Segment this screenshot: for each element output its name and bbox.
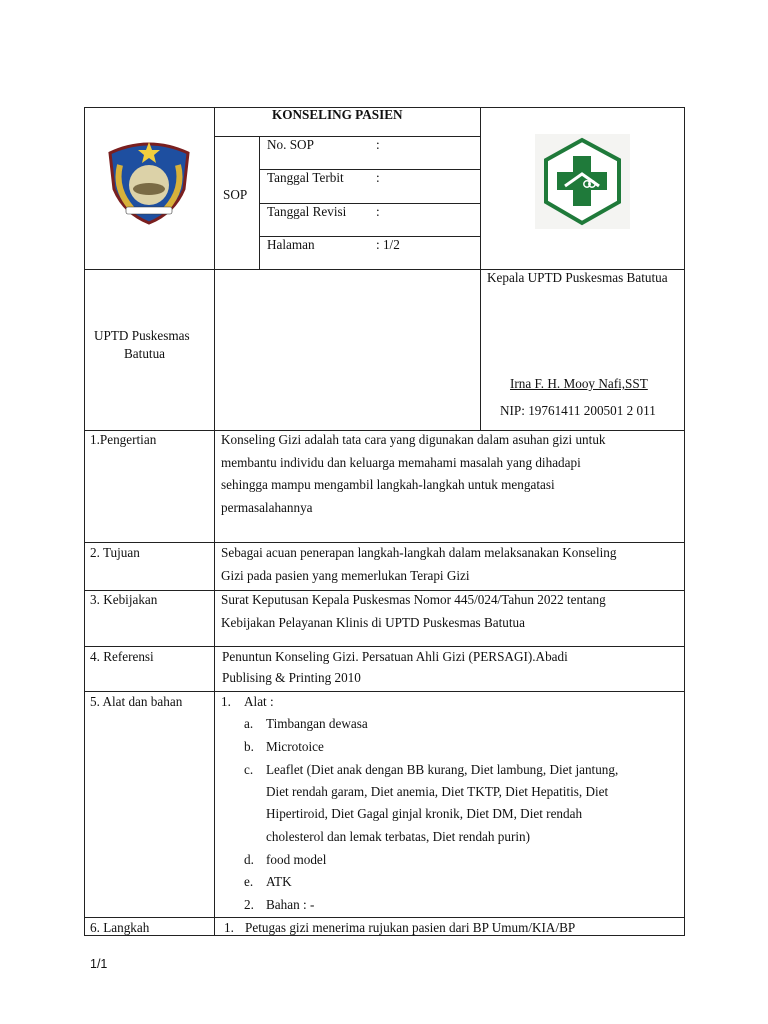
header-col-divider-1 [214,107,215,935]
section-label-langkah: 6. Langkah [90,920,150,935]
field-label-halaman: Halaman [267,237,315,252]
puskesmas-logo-icon [535,134,630,229]
page-title: KONSELING PASIEN [272,107,403,122]
signatory-name: Irna F. H. Mooy Nafi,SST [510,376,648,391]
page-number: 1/1 [90,957,108,971]
row-line-referensi [84,646,685,647]
section-label-referensi: 4. Referensi [90,649,154,664]
row-line-pengertian [84,430,685,431]
alat-sub-text: Diet rendah garam, Diet anemia, Diet TKTP, Diet Hepatitis, Diet [266,784,609,799]
langkah-item-text: Petugas gizi menerima rujukan pasien dari BP Umum/KIA/BP [245,920,576,935]
signatory-role: Kepala UPTD Puskesmas Batutua [487,270,668,285]
tujuan-line: Gizi pada pasien yang memerlukan Terapi Gizi [221,568,470,583]
referensi-line: Penuntun Konseling Gizi. Persatuan Ahli Gizi (PERSAGI).Abadi [222,649,568,664]
org-name-line1: UPTD Puskesmas [94,328,190,343]
pengertian-line: sehingga mampu mengambil langkah-langkah untuk mengatasi [221,477,555,492]
alat-sub-text: ATK [266,874,292,889]
alat-sub-text: cholesterol dan lemak terbatas, Diet rendah purin) [266,829,531,844]
field-label-tanggal-revisi: Tanggal Revisi [267,204,347,219]
table-border-left [84,107,85,936]
alat-item-text: Alat : [244,694,274,709]
row-line-alat [84,691,685,692]
alat-sub-text: Microtoice [266,739,324,754]
title-underline [214,136,481,137]
alat-sub-text: food model [266,852,327,867]
row-line-kebijakan [84,590,685,591]
regency-emblem-icon [104,137,194,225]
pengertian-line: permasalahannya [221,500,313,515]
field-value-halaman: : 1/2 [376,237,400,252]
signatory-nip: NIP: 19761411 200501 2 011 [500,403,656,418]
referensi-line: Publising & Printing 2010 [222,670,361,685]
table-border-right [684,107,685,936]
bahan-item-number: 2. [244,897,254,912]
bahan-item-text: Bahan : - [266,897,315,912]
section-label-pengertian: 1.Pengertian [90,432,157,447]
alat-sub-letter: d. [244,852,254,867]
alat-item-number: 1. [221,694,231,709]
field-value-tanggal-terbit: : [376,170,380,185]
sop-label: SOP [223,187,248,202]
kebijakan-line: Kebijakan Pelayanan Klinis di UPTD Puskesmas Batutua [221,615,526,630]
field-label-no-sop: No. SOP [267,137,314,152]
alat-sub-text: Timbangan dewasa [266,716,368,731]
pengertian-line: membantu individu dan keluarga memahami masalah yang dihadapi [221,455,581,470]
section-label-alat: 5. Alat dan bahan [90,694,183,709]
alat-sub-letter: c. [244,762,254,777]
org-name-line2: Batutua [124,346,166,361]
field-label-tanggal-terbit: Tanggal Terbit [267,170,344,185]
row-line-langkah [84,917,685,918]
row-line-tujuan [84,542,685,543]
alat-sub-letter: a. [244,716,254,731]
alat-sub-text: Hipertiroid, Diet Gagal ginjal kronik, Diet DM, Diet rendah [266,806,583,821]
tujuan-line: Sebagai acuan penerapan langkah-langkah dalam melaksanakan Konseling [221,545,617,560]
section-label-kebijakan: 3. Kebijakan [90,592,158,607]
kebijakan-line: Surat Keputusan Kepala Puskesmas Nomor 445/024/Tahun 2022 tentang [221,592,606,607]
section-label-tujuan: 2. Tujuan [90,545,140,560]
field-value-tanggal-revisi: : [376,204,380,219]
langkah-item-number: 1. [224,920,234,935]
alat-sub-text: Leaflet (Diet anak dengan BB kurang, Diet lambung, Diet jantung, [266,762,619,777]
alat-sub-letter: b. [244,739,254,754]
alat-sub-letter: e. [244,874,254,889]
field-value-no-sop: : [376,137,380,152]
pengertian-line: Konseling Gizi adalah tata cara yang digunakan dalam asuhan gizi untuk [221,432,606,447]
